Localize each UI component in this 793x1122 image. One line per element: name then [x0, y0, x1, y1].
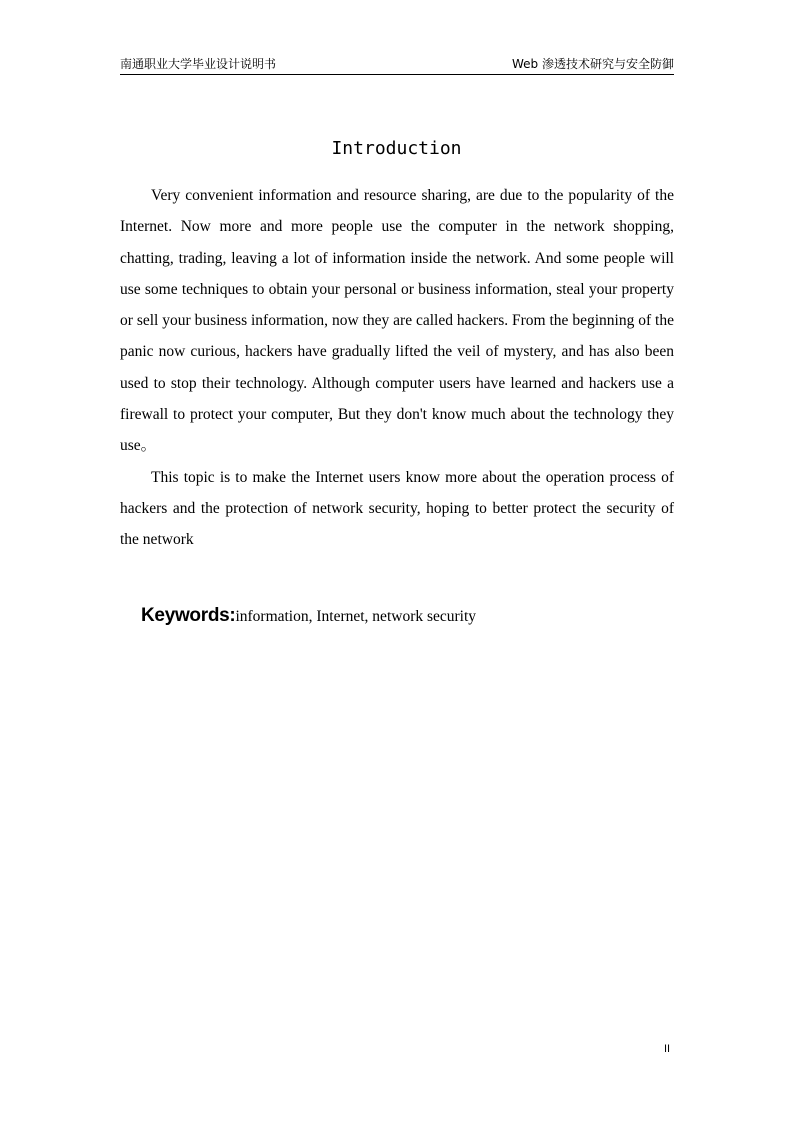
page-title: Introduction [331, 138, 462, 159]
keywords-label: Keywords: [141, 605, 236, 626]
introduction-body [120, 180, 674, 556]
paragraph-2: This topic is to make the Internet users know more about the operation process of hackers and the protection of network security, hoping to better protect the security of the network [120, 468, 674, 549]
keywords-value: information, Internet, network security [235, 608, 477, 625]
header-right-text: Web 渗透技术研究与安全防御 [512, 57, 674, 71]
page-number: II [664, 1043, 671, 1055]
page-header [120, 56, 674, 75]
keywords-line [141, 603, 476, 630]
paragraph-1: Very convenient information and resource sharing, are due to the popularity of the Internet. Now more and more people use the computer in the network shopping, chatting, trading, leaving a lot of information inside the network. And some people will use some techniques to obtain your personal or business information, steal your property or sell your business information, now they are called hackers. From the beginning of the panic now curious, hackers have gradually lifted the veil of mystery, and has also been used to stop their technology. Although computer users have learned and hackers use a firewall to protect your computer, But they don't know much about the technology they use。 [120, 187, 674, 455]
header-left-text: 南通职业大学毕业设计说明书 [120, 57, 277, 71]
